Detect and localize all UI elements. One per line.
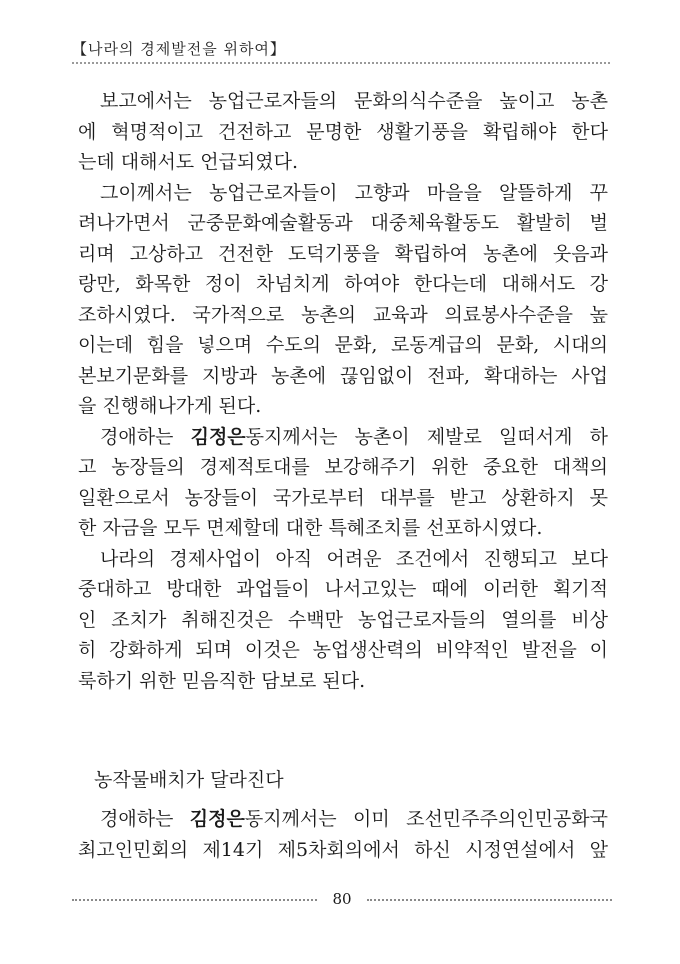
text-line: 최고인민회의 제14기 제5차회의에서 하신 시정연설에서 앞 bbox=[78, 838, 608, 861]
text-line: 이는데 힘을 넣으며 수도의 문화, 로동계급의 문화, 시대의 bbox=[78, 334, 608, 356]
text-line: 랑만, 화목한 정이 차넘치게 하여야 한다는데 대해서도 강 bbox=[78, 273, 608, 295]
text-line: 조하시였다. 국가적으로 농촌의 교육과 의료봉사수준을 높 bbox=[78, 303, 608, 326]
text-line: 나라의 경제사업이 아직 어려운 조건에서 진행되고 보다 bbox=[100, 547, 608, 570]
text-line: 룩하기 위한 믿음직한 담보로 된다. bbox=[78, 669, 366, 692]
text-line: 히 강화하게 되며 이것은 농업생산력의 비약적인 발전을 이 bbox=[78, 639, 608, 661]
main-text bbox=[78, 86, 608, 696]
text-fragment: 동지께서는 농촌이 제발로 일떠서게 하 bbox=[245, 425, 608, 448]
leader-name: 김정은 bbox=[190, 425, 246, 448]
text-line-with-name bbox=[78, 804, 608, 835]
text-line: 에 혁명적이고 건전하고 문명한 생활기풍을 확립해야 한다 bbox=[78, 120, 608, 143]
section-text bbox=[78, 804, 608, 865]
text-line: 는데 대해서도 언급되였다. bbox=[78, 151, 299, 173]
text-line: 일환으로서 농장들이 국가로부터 대부를 받고 상환하지 못 bbox=[78, 486, 608, 509]
leader-name: 김정은 bbox=[189, 808, 245, 830]
text-line: 본보기문화를 지방과 농촌에 끊임없이 전파, 확대하는 사업 bbox=[78, 364, 608, 387]
running-header: 【나라의 경제발전을 위하여】 bbox=[72, 40, 286, 58]
text-line: 중대하고 방대한 과업들이 나서고있는 때에 이러한 획기적 bbox=[78, 578, 608, 600]
page-footer bbox=[72, 888, 612, 912]
text-fragment: 경애하는 bbox=[100, 808, 190, 830]
text-line-with-name bbox=[78, 422, 608, 453]
text-fragment: 경애하는 bbox=[100, 425, 191, 448]
text-line: 인 조치가 취해진것은 수백만 농업근로자들의 열의를 비상 bbox=[78, 608, 608, 631]
text-line: 보고에서는 농업근로자들의 문화의식수준을 높이고 농촌 bbox=[100, 90, 608, 112]
footer-ornament bbox=[367, 899, 612, 901]
page-number: 80 bbox=[332, 890, 352, 908]
text-line: 고 농장들의 경제적토대를 보강해주기 위한 중요한 대책의 bbox=[78, 456, 608, 478]
text-line: 을 진행해나가게 된다. bbox=[78, 395, 262, 417]
section-heading: 농작물배치가 달라진다 bbox=[94, 769, 284, 791]
text-line: 려나가면서 군중문화예술활동과 대중체육활동도 활발히 벌 bbox=[78, 212, 608, 234]
text-fragment: 동지께서는 이미 조선민주주의인민공화국 bbox=[244, 808, 608, 830]
text-line: 리며 고상하고 건전한 도덕기풍을 확립하여 농촌에 웃음과 bbox=[78, 242, 608, 265]
text-line: 한 자금을 모두 면제할데 대한 특혜조치를 선포하시였다. bbox=[78, 517, 543, 539]
header-divider bbox=[72, 62, 610, 64]
text-line: 그이께서는 농업근로자들이 고향과 마을을 알뜰하게 꾸 bbox=[100, 181, 608, 204]
